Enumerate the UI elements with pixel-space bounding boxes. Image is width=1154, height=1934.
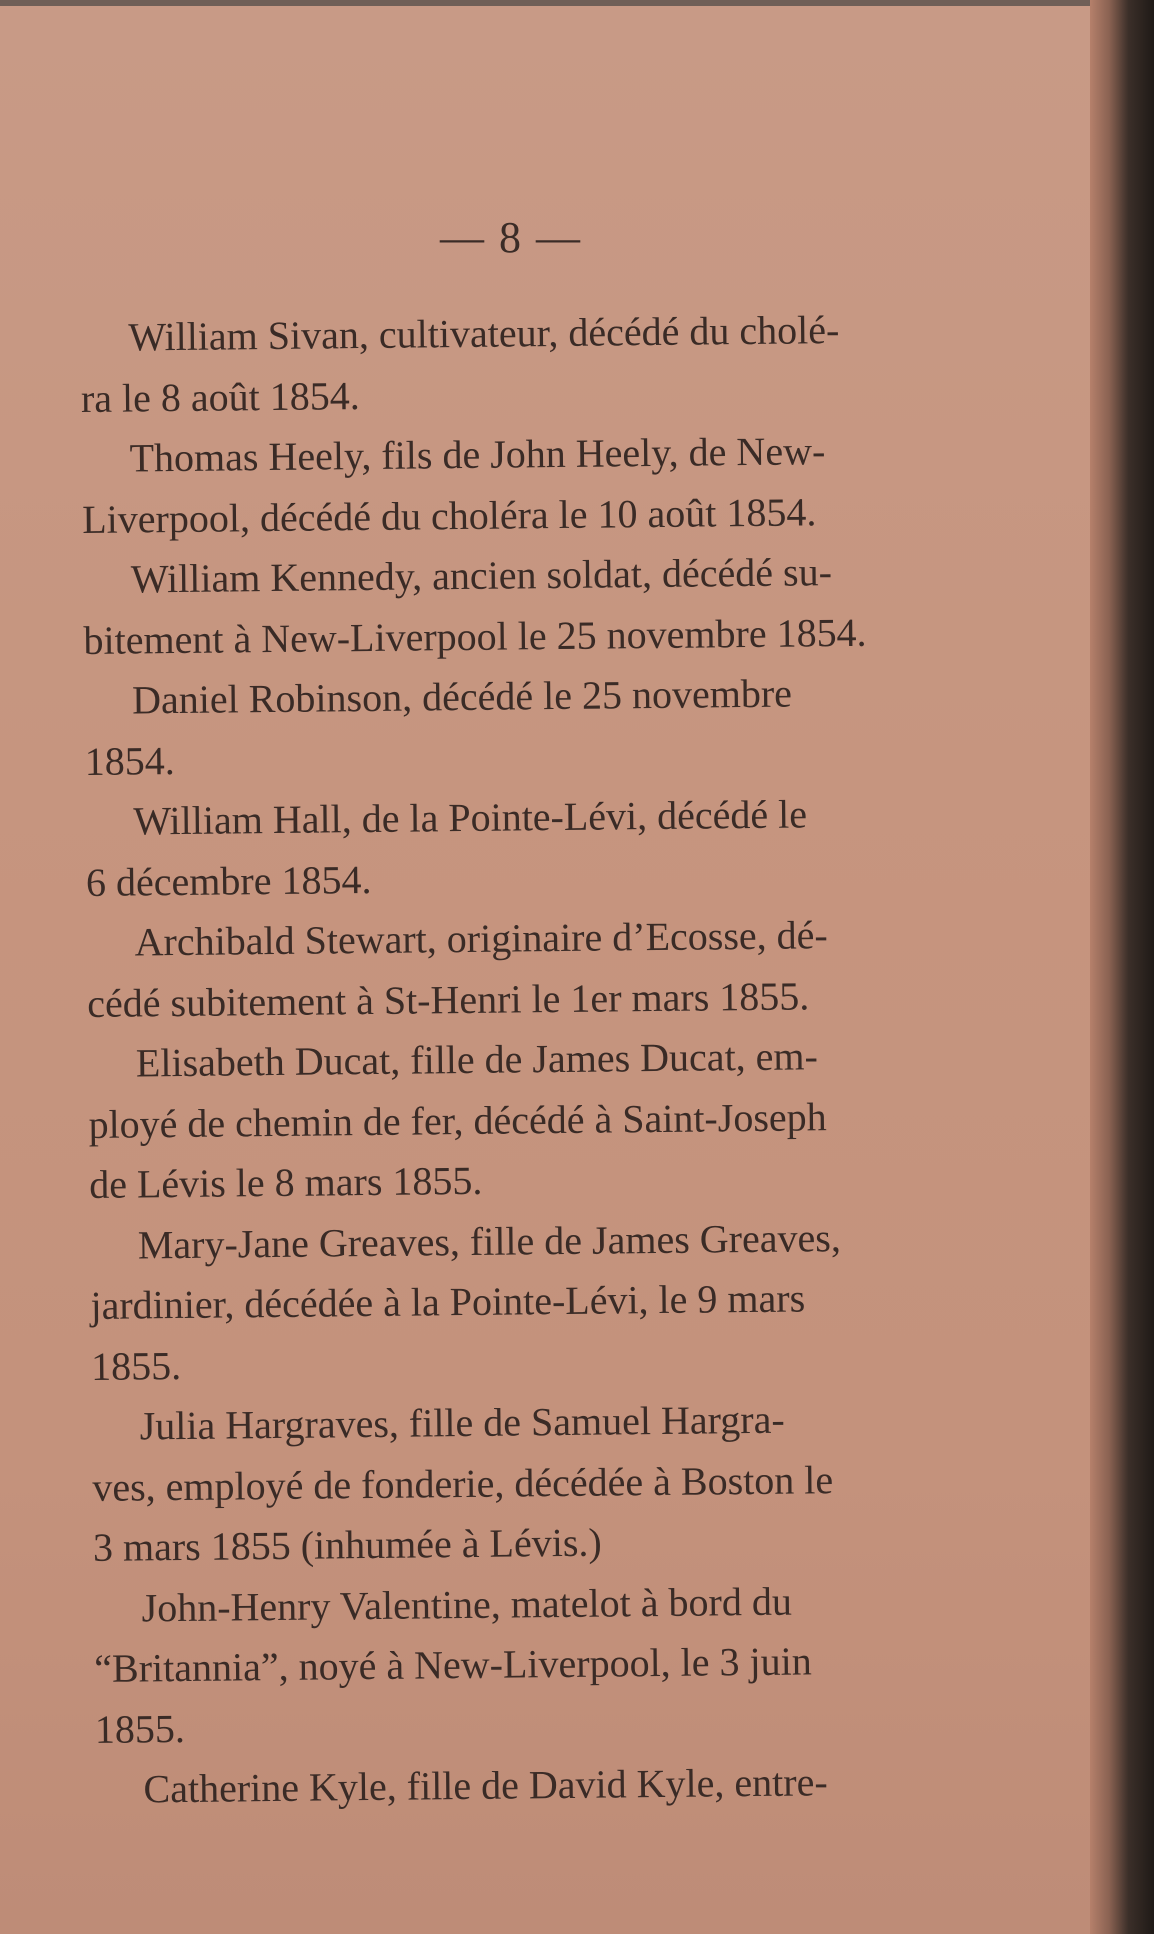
text-line: “Britannia”, noyé à New-Liverpool, le 3 juin [94,1638,812,1691]
book-binding-edge [1090,0,1154,1934]
text-line: Archibald Stewart, originaire d’Ecosse, dé- [134,912,828,965]
text-line: 3 mars 1855 (inhumée à Lévis.) [92,1519,602,1570]
text-line: ra le 8 août 1854. [80,372,360,421]
text-line: jardinier, décédée à la Pointe-Lévi, le 9 mars [90,1275,806,1328]
text-line: Catherine Kyle, fille de David Kyle, entre- [143,1759,828,1812]
text-line: Julia Hargraves, fille de Samuel Hargra- [139,1396,785,1449]
text-line: 1855. [94,1705,186,1752]
text-line: Daniel Robinson, décédé le 25 novembre [131,670,793,723]
text-line: William Kennedy, ancien soldat, décédé su- [130,549,833,602]
text-line: cédé subitement à St-Henri le 1er mars 1855. [87,972,810,1026]
page-number: — 8 — [440,213,582,262]
text-line: ves, employé de fonderie, décédée à Boston le [92,1456,834,1510]
text-line: Liverpool, décédé du choléra le 10 août 1854. [81,488,817,542]
top-page-strip [0,0,1090,6]
text-line: ployé de chemin de fer, décédé à Saint-Joseph [88,1093,827,1147]
text-line: Thomas Heely, fils de John Heely, de New- [129,428,826,481]
text-line: bitement à New-Liverpool le 25 novembre 1854. [83,609,867,663]
text-line: William Hall, de la Pointe-Lévi, décédé le [133,791,808,844]
text-line: de Lévis le 8 mars 1855. [88,1157,483,1207]
page-text [80,298,1056,1820]
text-line: 6 décembre 1854. [85,856,372,905]
text-line: 1854. [84,737,175,784]
text-line: Mary-Jane Greaves, fille de James Greaves, [137,1214,842,1267]
text-line: John-Henry Valentine, matelot à bord du [141,1578,793,1630]
text-line: 1855. [90,1342,182,1389]
text-line: William Sivan, cultivateur, décédé du cholé- [128,307,840,360]
text-line: Elisabeth Ducat, fille de James Ducat, em- [135,1033,819,1086]
